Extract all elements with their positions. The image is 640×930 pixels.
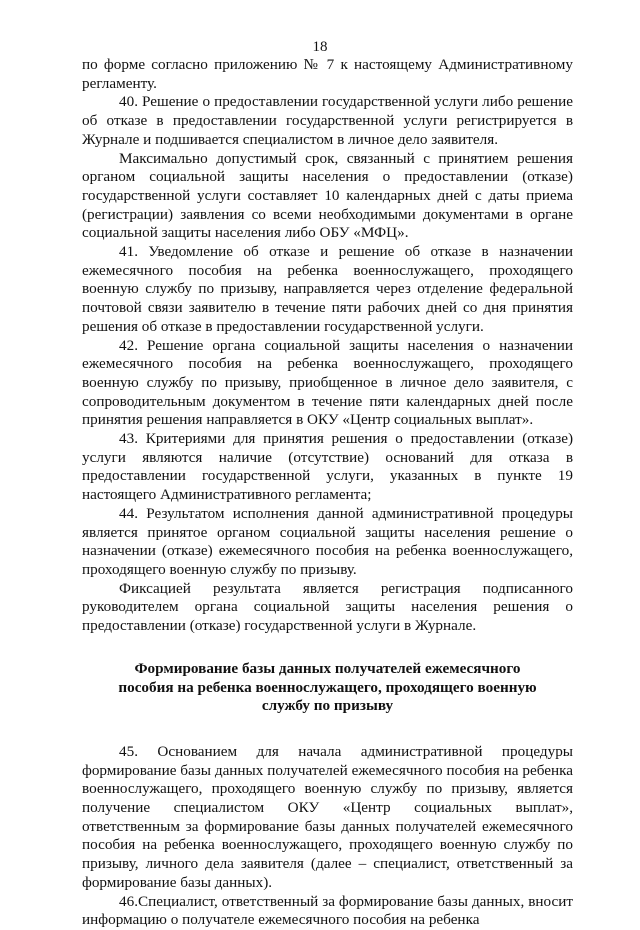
paragraph-fixation: Фиксацией результата является регистрация подписанного руководителем органа социальной защиты населения решения о предоставлении (отказе) государственной услуги в Журнале.	[82, 579, 573, 635]
document-body	[82, 56, 573, 930]
paragraph-42: 42. Решение органа социальной защиты населения о назначении ежемесячного пособия на ребенка военнослужащего, проходящего военную службу по призыву, приобщенное в личное дело заявителя, с сопроводительным документом в течение пяти календарных дней после принятия решения направляется в ОКУ «Центр социальных выплат».	[82, 336, 573, 429]
paragraph-40: 40. Решение о предоставлении государственной услуги либо решение об отказе в предоставлении государственной услуги регистрируется в Журнале и подшивается специалистом в личное дело заявителя.	[82, 93, 573, 148]
section-heading: Формирование базы данных получателей ежемесячного пособия на ребенка военнослужащего, проходящего военную службу по призыву	[118, 659, 537, 715]
paragraph-continuation: по форме согласно приложению № 7 к настоящему Административному регламенту.	[82, 56, 573, 92]
page-number: 18	[312, 39, 328, 55]
paragraph-41: 41. Уведомление об отказе и решение об отказе в назначении ежемесячного пособия на ребенка военнослужащего, проходящего военную службу по призыву, направляется через отделение федеральной почтовой связи заявителю в течение пяти рабочих дней со дня принятия решения об отказе в предоставлении государственной услуги.	[82, 243, 573, 335]
paragraph-45: 45. Основанием для начала административной процедуры формирование базы данных получателей ежемесячного пособия на ребенка военнослужащего, проходящего военную службу по призыву, является получение специалистом ОКУ «Центр социальных выплат», ответственным за формирование базы данных получателей ежемесячного пособия на ребенка военнослужащего, проходящего военную службу по призыву, личного дела заявителя (далее – специалист, ответственный за формирование базы данных).	[82, 742, 573, 891]
paragraph-43: 43. Критериями для принятия решения о предоставлении (отказе) услуги являются наличие (отсутствие) оснований для отказа в предоставлении государственной услуги, указанных в пункте 19 настоящего Административного регламента;	[82, 430, 573, 504]
paragraph-46: 46.Специалист, ответственный за формирование базы данных, вносит информацию о получателе ежемесячного пособия на ребенка	[82, 892, 573, 929]
paragraph-44: 44. Результатом исполнения данной административной процедуры является принятое органом социальной защиты населения решение о назначении (отказе) ежемесячного пособия на ребенка военнослужащего, проходящего военную службу по призыву.	[82, 504, 573, 578]
paragraph-max-term: Максимально допустимый срок, связанный с принятием решения органом социальной защиты населения о предоставлении (отказе) государственной услуги составляет 10 календарных дней с даты приема (регистрации) заявления со всеми необходимыми документами в органе социальной защиты населения либо ОБУ «МФЦ».	[82, 149, 573, 242]
